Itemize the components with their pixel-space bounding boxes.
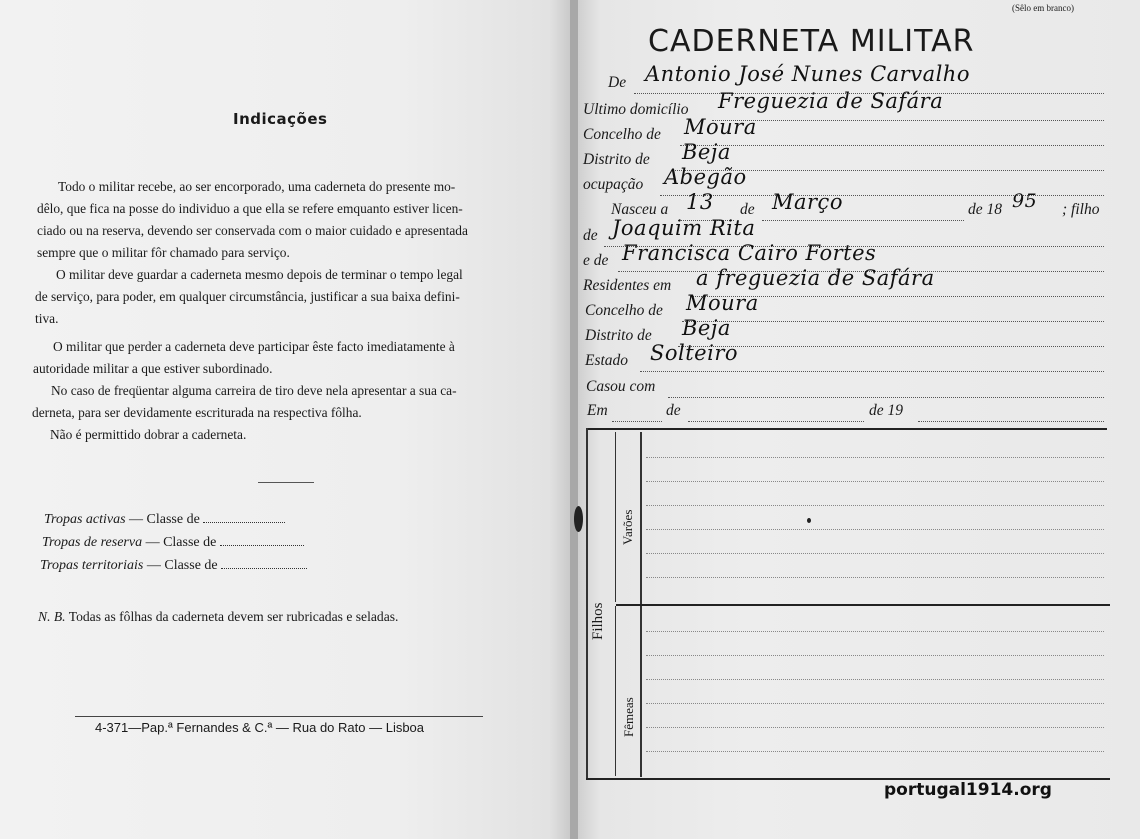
paragraph-line: Todo o militar recebe, ao ser encorporado, uma caderneta do presente mo- <box>58 179 456 194</box>
de19-label: de 19 <box>869 402 904 419</box>
blank-line <box>221 556 307 569</box>
de-label: de <box>666 402 681 419</box>
filhos-label: Filhos <box>590 602 606 640</box>
blank-line <box>203 510 285 523</box>
paragraph-line: derneta, para ser devidamente escriturada na respectiva fôlha. <box>32 405 362 420</box>
de18-label: de 18 <box>968 201 1003 218</box>
blank-line <box>220 533 304 546</box>
pai-prefix: de <box>583 227 598 244</box>
mae-value: Francisca Cairo Fortes <box>622 241 877 265</box>
de-label: De <box>608 74 627 91</box>
paragraph-line: O militar que perder a caderneta deve participar êste facto imediatamente à <box>53 339 455 354</box>
ink-spot <box>807 518 811 523</box>
row-line <box>646 552 1104 554</box>
paragraph-line: tiva. <box>35 311 59 326</box>
paragraph-line: No caso de freqüentar alguma carreira de tiro deve nela apresentar a sua ca- <box>51 383 457 398</box>
nasceu-year: 95 <box>1012 190 1038 212</box>
printer-imprint: 4-371—Pap.ª Fernandes & C.ª — Rua do Rato — Lisboa <box>95 720 425 735</box>
row-line <box>646 630 1104 632</box>
table-left-rule <box>586 428 588 780</box>
classe-label: — Classe de <box>145 535 217 550</box>
field-line <box>668 396 1104 398</box>
table-sub-rule <box>615 606 616 776</box>
row-line <box>646 750 1104 752</box>
row-line <box>646 504 1104 506</box>
tropas-reserva-row <box>42 533 304 551</box>
imprint-rule <box>75 716 483 717</box>
tropas-activas-row <box>44 510 285 528</box>
distrito-value: Beja <box>682 140 731 164</box>
estado-label: Estado <box>585 352 629 369</box>
domicilio-value: Freguezia de Safára <box>718 89 944 113</box>
row-line <box>646 480 1104 482</box>
distrito-label: Distrito de <box>583 151 650 168</box>
table-sub-rule <box>615 432 616 602</box>
distrito2-label: Distrito de <box>585 327 652 344</box>
de-value: Antonio José Nunes Carvalho <box>645 62 970 86</box>
watermark: portugal1914.org <box>884 780 1052 800</box>
tropas-label: Tropas de reserva <box>42 535 143 550</box>
field-line <box>678 345 1104 347</box>
de-label: de <box>740 201 755 218</box>
field-line <box>682 320 1104 322</box>
distrito2-value: Beja <box>682 316 731 340</box>
paragraph-line: autoridade militar a que estiver subordinado. <box>33 361 273 376</box>
mae-prefix: e de <box>583 252 609 269</box>
row-line <box>646 576 1104 578</box>
divider <box>258 482 314 483</box>
field-line <box>688 420 864 422</box>
paragraph-line: ciado ou na reserva, devendo ser conservada com o maior cuidado e apresentada <box>37 223 468 238</box>
paragraph-line: O militar deve guardar a caderneta mesmo depois de terminar o tempo legal <box>56 267 463 282</box>
casou-label: Casou com <box>586 378 656 395</box>
field-line <box>612 420 662 422</box>
femeas-label: Fêmeas <box>621 697 636 737</box>
row-line <box>646 726 1104 728</box>
nasceu-label: Nasceu a <box>611 201 669 218</box>
em-label: Em <box>587 402 608 419</box>
ocupacao-value: Abegão <box>664 165 747 189</box>
tropas-label: Tropas territoriais <box>40 558 144 573</box>
paragraph-line: Não é permittido dobrar a caderneta. <box>50 427 247 442</box>
tropas-label: Tropas activas <box>44 512 126 527</box>
nb-text: Todas as fôlhas da caderneta devem ser rubricadas e seladas. <box>68 609 399 624</box>
classe-label: — Classe de <box>129 512 200 527</box>
tropas-territoriais-row <box>40 556 307 574</box>
concelho-value: Moura <box>684 115 757 139</box>
paragraph-line: dêlo, que fica na posse do individuo a que ella se refere emquanto estiver licen- <box>37 201 463 216</box>
nasceu-month: Março <box>772 190 843 214</box>
row-line <box>646 678 1104 680</box>
filho-label: ; filho <box>1062 201 1100 218</box>
nasceu-day: 13 <box>686 190 714 214</box>
table-top-rule <box>586 428 1107 430</box>
indicacoes-heading: Indicações <box>233 110 328 128</box>
field-line <box>762 219 964 221</box>
row-line <box>646 528 1104 530</box>
classe-label: — Classe de <box>146 558 218 573</box>
field-line <box>918 420 1104 422</box>
domicilio-label: Ultimo domicílio <box>583 101 689 118</box>
residentes-value: a freguezia de Safára <box>696 266 935 290</box>
paragraph-line: de serviço, para poder, em qualquer circumstância, justificar a sua baixa defini- <box>35 289 460 304</box>
field-line <box>640 370 1104 372</box>
field-line <box>680 144 1104 146</box>
concelho-label: Concelho de <box>583 126 661 143</box>
concelho2-label: Concelho de <box>585 302 663 319</box>
row-line <box>646 456 1104 458</box>
estado-value: Solteiro <box>650 341 739 365</box>
varoes-label: Varões <box>620 509 635 545</box>
concelho2-value: Moura <box>686 291 759 315</box>
residentes-label: Residentes em <box>583 277 672 294</box>
field-line <box>712 119 1104 121</box>
row-line <box>646 702 1104 704</box>
selo-note: (Sêlo em branco) <box>1012 3 1074 13</box>
nb-label: N. B. <box>38 609 66 624</box>
pai-value: Joaquim Rita <box>612 216 756 240</box>
paragraph-line: sempre que o militar fôr chamado para serviço. <box>37 245 290 260</box>
table-middle-rule <box>616 604 1110 606</box>
caderneta-title: CADERNETA MILITAR <box>648 24 975 59</box>
row-line <box>646 654 1104 656</box>
ocupacao-label: ocupação <box>583 176 644 193</box>
ink-stain <box>574 506 583 532</box>
nb-note <box>38 609 398 625</box>
field-line <box>660 194 1104 196</box>
